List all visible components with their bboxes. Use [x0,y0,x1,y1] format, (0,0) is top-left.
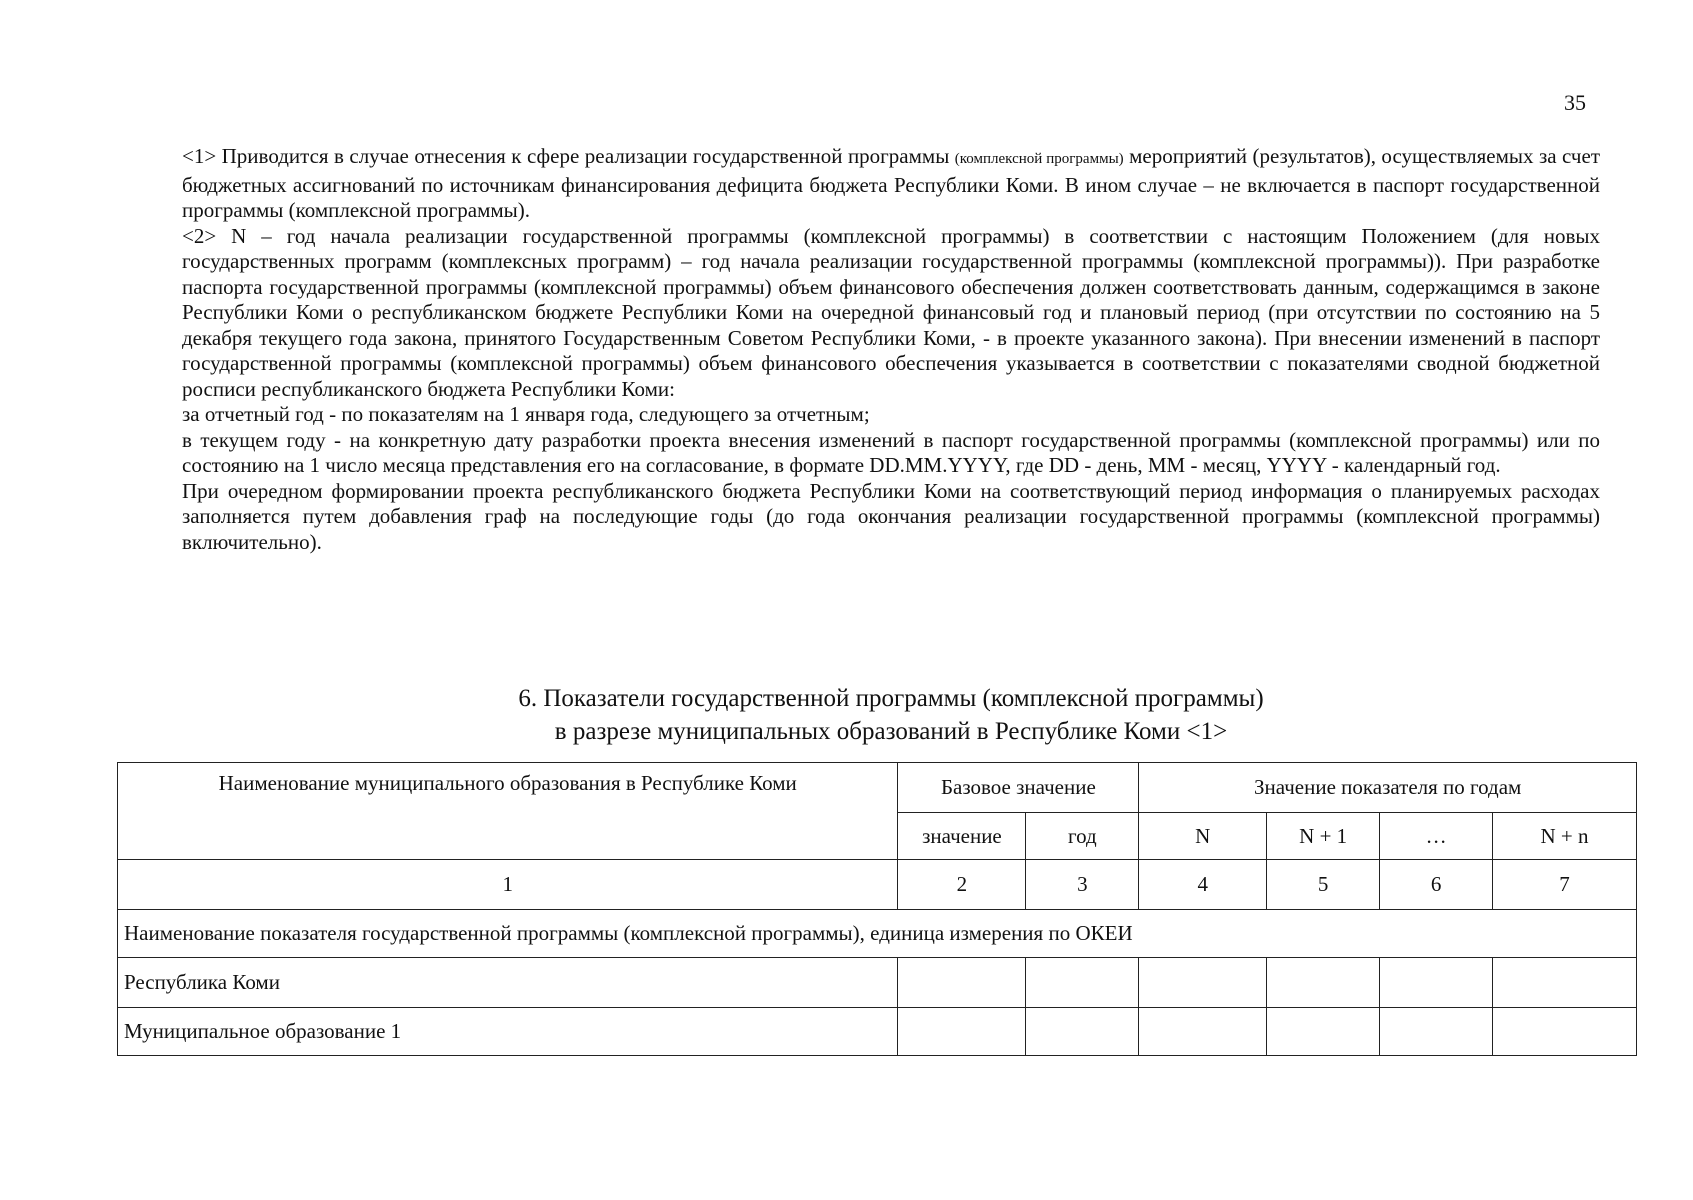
section-title-line-2: в разрезе муниципальных образований в Республике Коми <1> [554,718,1228,745]
header-values-by-year: Значение показателя по годам [1139,763,1637,813]
footnote-1 [182,144,1600,224]
table-cell [898,958,1026,1008]
footnote-2: <2> N – год начала реализации государственной программы (комплексной программы) в соответствии с настоящим Положением (для новых государственных программ (комплексных программ) – год начала реализации государственной программы (комплексной программы)). При разработке паспорта государственной программы (комплексной программы) объем финансового обеспечения должен соответствовать данным, содержащимся в законе Республики Коми о республиканском бюджете Республики Коми на очередной финансовый год и плановый период (при отсутствии по состоянию на 5 декабря текущего года закона, принятого Государственным Советом Республики Коми, - в проекте указанного закона). При внесении изменений в паспорт государственной программы (комплексной программы) объем финансового обеспечения указывается в соответствии с показателями сводной бюджетной росписи республиканского бюджета Республики Коми: [182,223,1600,401]
column-number: 2 [898,860,1026,910]
table-cell [1026,958,1139,1008]
column-number: 4 [1139,860,1267,910]
header-base-value: Базовое значение [898,763,1139,813]
column-number: 6 [1380,860,1493,910]
section-title-line-1: 6. Показатели государственной программы (комплексной программы) [518,685,1264,712]
column-number: 7 [1493,860,1637,910]
footnote-1-small-text: (комплексной программы) [954,151,1124,167]
header-value: значение [898,813,1026,860]
indicator-name-row: Наименование показателя государственной программы (комплексной программы), единица измерения по ОКЕИ [118,910,1637,958]
table-row [118,1008,1637,1056]
reporting-year-paragraph: за отчетный год - по показателям на 1 января года, следующего за отчетным; [182,402,870,426]
footnote-1-text: <1> Приводится в случае отнесения к сфере реализации государственной программы [182,144,955,168]
indicators-table [117,762,1637,1056]
header-year-n-plus-1: N + 1 [1267,813,1380,860]
next-budget-paragraph: При очередном формировании проекта республиканского бюджета Республики Коми на соответствующий период информация о планируемых расходах заполняется путем добавления граф на последующие годы (до года окончания реализации государственной программы (комплексной программы) включительно). [182,478,1600,554]
table-cell [1026,1008,1139,1056]
header-year-n-plus-n: N + n [1493,813,1637,860]
column-number: 5 [1267,860,1380,910]
table-cell [1139,958,1267,1008]
table-row [118,958,1637,1008]
header-municipality-name: Наименование муниципального образования в Республике Коми [118,763,898,860]
table-cell [1267,958,1380,1008]
page-number: 35 [1564,90,1586,115]
footnote-1-text-end: мероприятий (результатов), осуществляемых за счет бюджетных ассигнований по источникам финансирования дефицита бюджета Республики Коми. В ином случае – не включается в паспорт государственной программы (комплексной программы). [182,144,1600,222]
header-year-n: N [1139,813,1267,860]
table-cell [1493,958,1637,1008]
current-year-paragraph: в текущем году - на конкретную дату разработки проекта внесения изменений в паспорт государственной программы (комплексной программы) или по состоянию на 1 число месяца представления его на согласование, в формате DD.MM.YYYY, где DD - день, MM - месяц, YYYY - календарный год. [182,427,1600,477]
header-year: год [1026,813,1139,860]
table-cell [1493,1008,1637,1056]
column-number: 3 [1026,860,1139,910]
header-year-ellipsis: … [1380,813,1493,860]
column-number: 1 [118,860,898,910]
table-cell [898,1008,1026,1056]
municipality-name-cell: Муниципальное образование 1 [118,1008,898,1056]
municipality-name-cell: Республика Коми [118,958,898,1008]
table-cell [1380,1008,1493,1056]
table-cell [1380,958,1493,1008]
footnotes [182,144,1600,555]
table-cell [1267,1008,1380,1056]
section-title [182,682,1600,748]
table-cell [1139,1008,1267,1056]
